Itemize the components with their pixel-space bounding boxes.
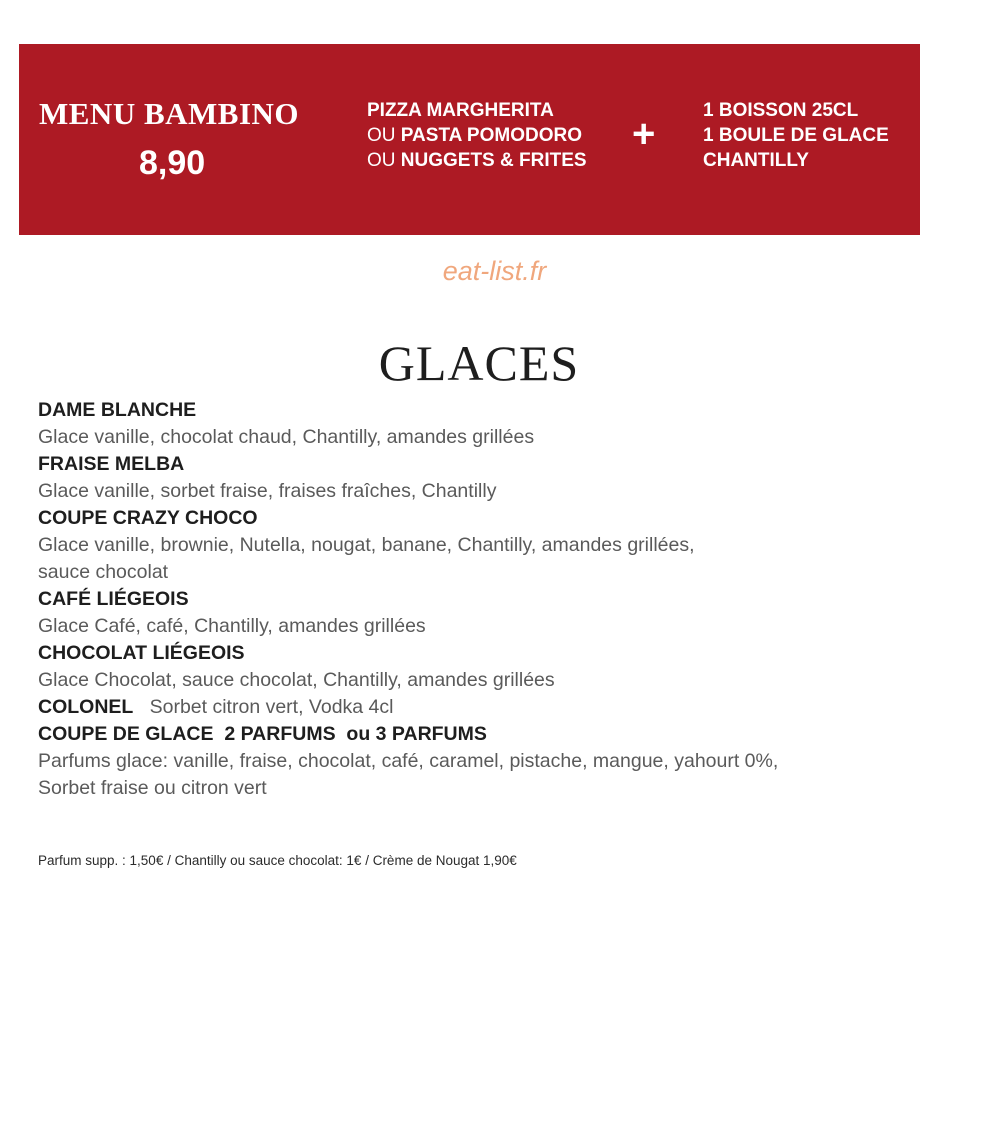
banner-choice — [367, 123, 587, 148]
menu-item — [38, 721, 968, 802]
banner-extra: CHANTILLY — [703, 150, 809, 171]
menu-item — [38, 586, 968, 640]
choice-text: PIZZA MARGHERITA — [367, 100, 554, 121]
menu-item — [38, 505, 968, 586]
banner-extra: 1 BOULE DE GLACE — [703, 125, 889, 146]
item-name: CAFÉ LIÉGEOIS — [38, 588, 189, 610]
glaces-list — [38, 397, 968, 802]
item-description: Glace vanille, sorbet fraise, fraises fraîches, Chantilly — [38, 480, 497, 502]
item-description: Parfums glace: vanille, fraise, chocolat, café, caramel, pistache, mangue, yahourt 0%, — [38, 750, 779, 772]
item-description: Glace Café, café, Chantilly, amandes grillées — [38, 615, 426, 637]
menu-bambino-banner — [19, 44, 920, 235]
banner-price: 8,90 — [139, 144, 206, 182]
menu-item — [38, 640, 968, 694]
menu-item — [38, 397, 968, 451]
menu-item — [38, 694, 968, 721]
item-name: CHOCOLAT LIÉGEOIS — [38, 642, 245, 664]
choice-text: NUGGETS & FRITES — [400, 150, 587, 171]
item-name: COLONEL — [38, 696, 134, 718]
banner-choice — [367, 98, 587, 123]
banner-title: MENU BAMBINO — [39, 96, 300, 131]
choice-prefix: OU — [367, 150, 401, 171]
banner-extras — [703, 98, 889, 173]
item-description: Glace vanille, brownie, Nutella, nougat, banane, Chantilly, amandes grillées, — [38, 534, 695, 556]
item-name: FRAISE MELBA — [38, 453, 185, 475]
banner-choice — [367, 148, 587, 173]
section-title: GLACES — [378, 335, 580, 391]
item-description: Glace Chocolat, sauce chocolat, Chantilly, amandes grillées — [38, 669, 555, 691]
banner-choices — [367, 98, 587, 173]
item-description: Glace vanille, chocolat chaud, Chantilly, amandes grillées — [38, 426, 535, 448]
menu-item — [38, 451, 968, 505]
banner-extra: 1 BOISSON 25CL — [703, 100, 859, 121]
watermark: eat-list.fr — [442, 256, 547, 286]
choice-text: PASTA POMODORO — [400, 125, 582, 146]
choice-prefix: OU — [367, 125, 401, 146]
item-name: DAME BLANCHE — [38, 399, 197, 421]
item-description: Sorbet citron vert, Vodka 4cl — [149, 696, 394, 718]
item-description-inline — [139, 696, 394, 718]
plus-icon: + — [632, 112, 656, 156]
item-name: COUPE DE GLACE 2 PARFUMS ou 3 PARFUMS — [38, 723, 487, 745]
footnote: Parfum supp. : 1,50€ / Chantilly ou sauce chocolat: 1€ / Crème de Nougat 1,90€ — [38, 853, 517, 868]
item-name: COUPE CRAZY CHOCO — [38, 507, 258, 529]
item-description: sauce chocolat — [38, 561, 169, 583]
item-description: Sorbet fraise ou citron vert — [38, 777, 267, 799]
